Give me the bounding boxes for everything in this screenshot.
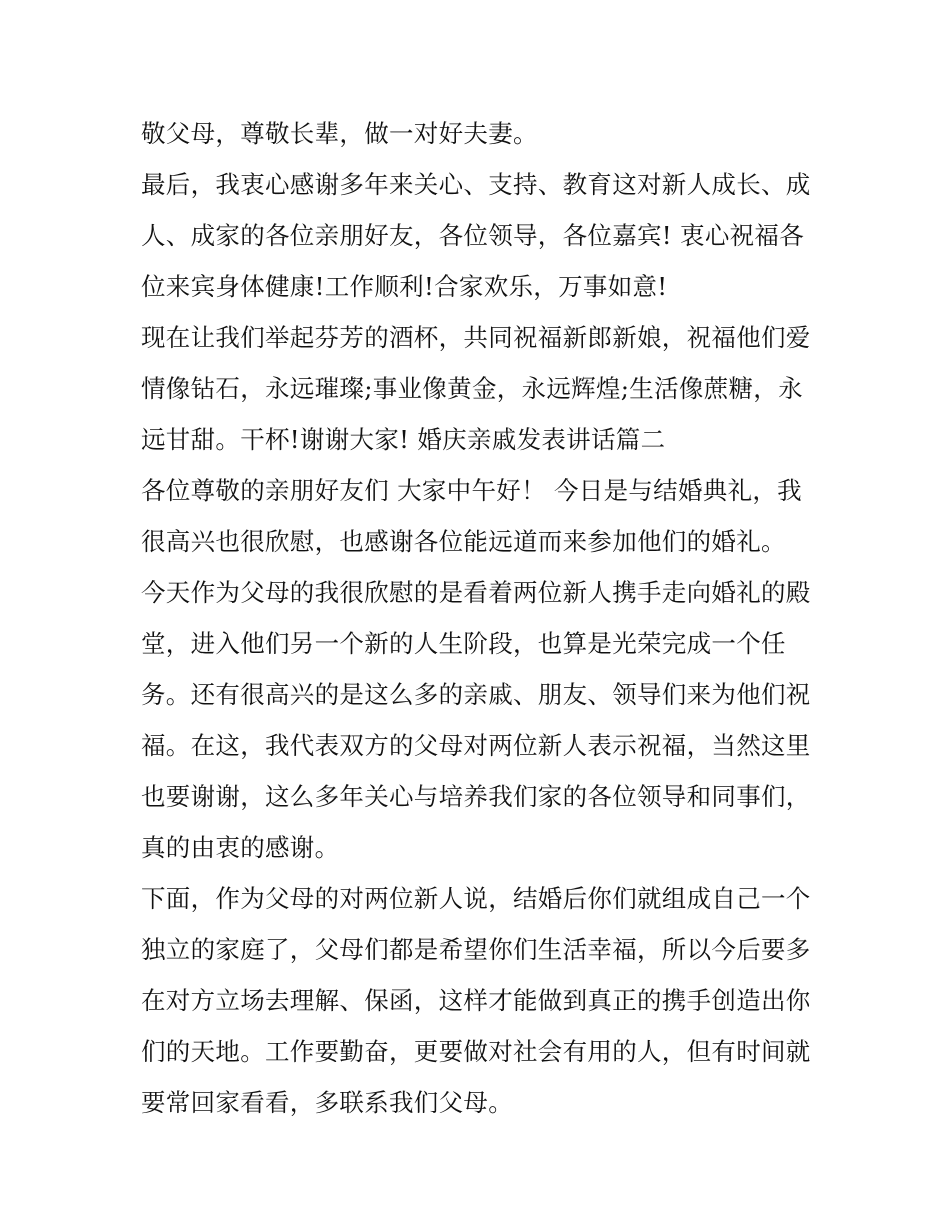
text-line: 要常回家看看，多联系我们父母。 <box>141 1088 513 1117</box>
text-line: 福。在这，我代表双方的父母对两位新人表示祝福，当然这里 <box>141 731 811 760</box>
text-line: 最后，我衷心感谢多年来关心、支持、教育这对新人成长、成 <box>141 170 811 199</box>
text-line: 真的由衷的感谢。 <box>141 833 340 862</box>
text-line: 现在让我们举起芬芳的酒杯，共同祝福新郎新娘，祝福他们爱 <box>141 323 811 352</box>
text-line: 人、成家的各位亲朋好友，各位领导，各位嘉宾! 衷心祝福各 <box>141 221 805 250</box>
text-line: 今天作为父母的我很欣慰的是看着两位新人携手走向婚礼的殿 <box>141 578 811 607</box>
text-line: 情像钻石，永远璀璨;事业像黄金，永远辉煌;生活像蔗糖，永 <box>141 374 803 403</box>
text-line: 在对方立场去理解、保函，这样才能做到真正的携手创造出你 <box>141 986 811 1015</box>
text-line: 很高兴也很欣慰，也感谢各位能远道而来参加他们的婚礼。 <box>141 527 786 556</box>
body-text <box>141 108 821 1128</box>
text-line: 位来宾身体健康!工作顺利!合家欢乐，万事如意! <box>141 272 668 301</box>
text-line: 们的天地。工作要勤奋，更要做对社会有用的人，但有时间就 <box>141 1037 811 1066</box>
text-line: 独立的家庭了，父母们都是希望你们生活幸福，所以今后要多 <box>141 935 811 964</box>
text-line: 也要谢谢，这么多年关心与培养我们家的各位领导和同事们， <box>141 782 811 811</box>
text-line: 敬父母，尊敬长辈，做一对好夫妻。 <box>141 119 538 148</box>
text-line: 远甘甜。干杯!谢谢大家! 婚庆亲戚发表讲话篇二 <box>141 425 666 454</box>
text-line: 下面，作为父母的对两位新人说，结婚后你们就组成自己一个 <box>141 884 811 913</box>
text-line: 堂，进入他们另一个新的人生阶段，也算是光荣完成一个任 <box>141 629 786 658</box>
text-line: 务。还有很高兴的是这么多的亲戚、朋友、领导们来为他们祝 <box>141 680 811 709</box>
text-line: 各位尊敬的亲朋好友们 大家中午好！ 今日是与结婚典礼，我 <box>141 476 802 505</box>
